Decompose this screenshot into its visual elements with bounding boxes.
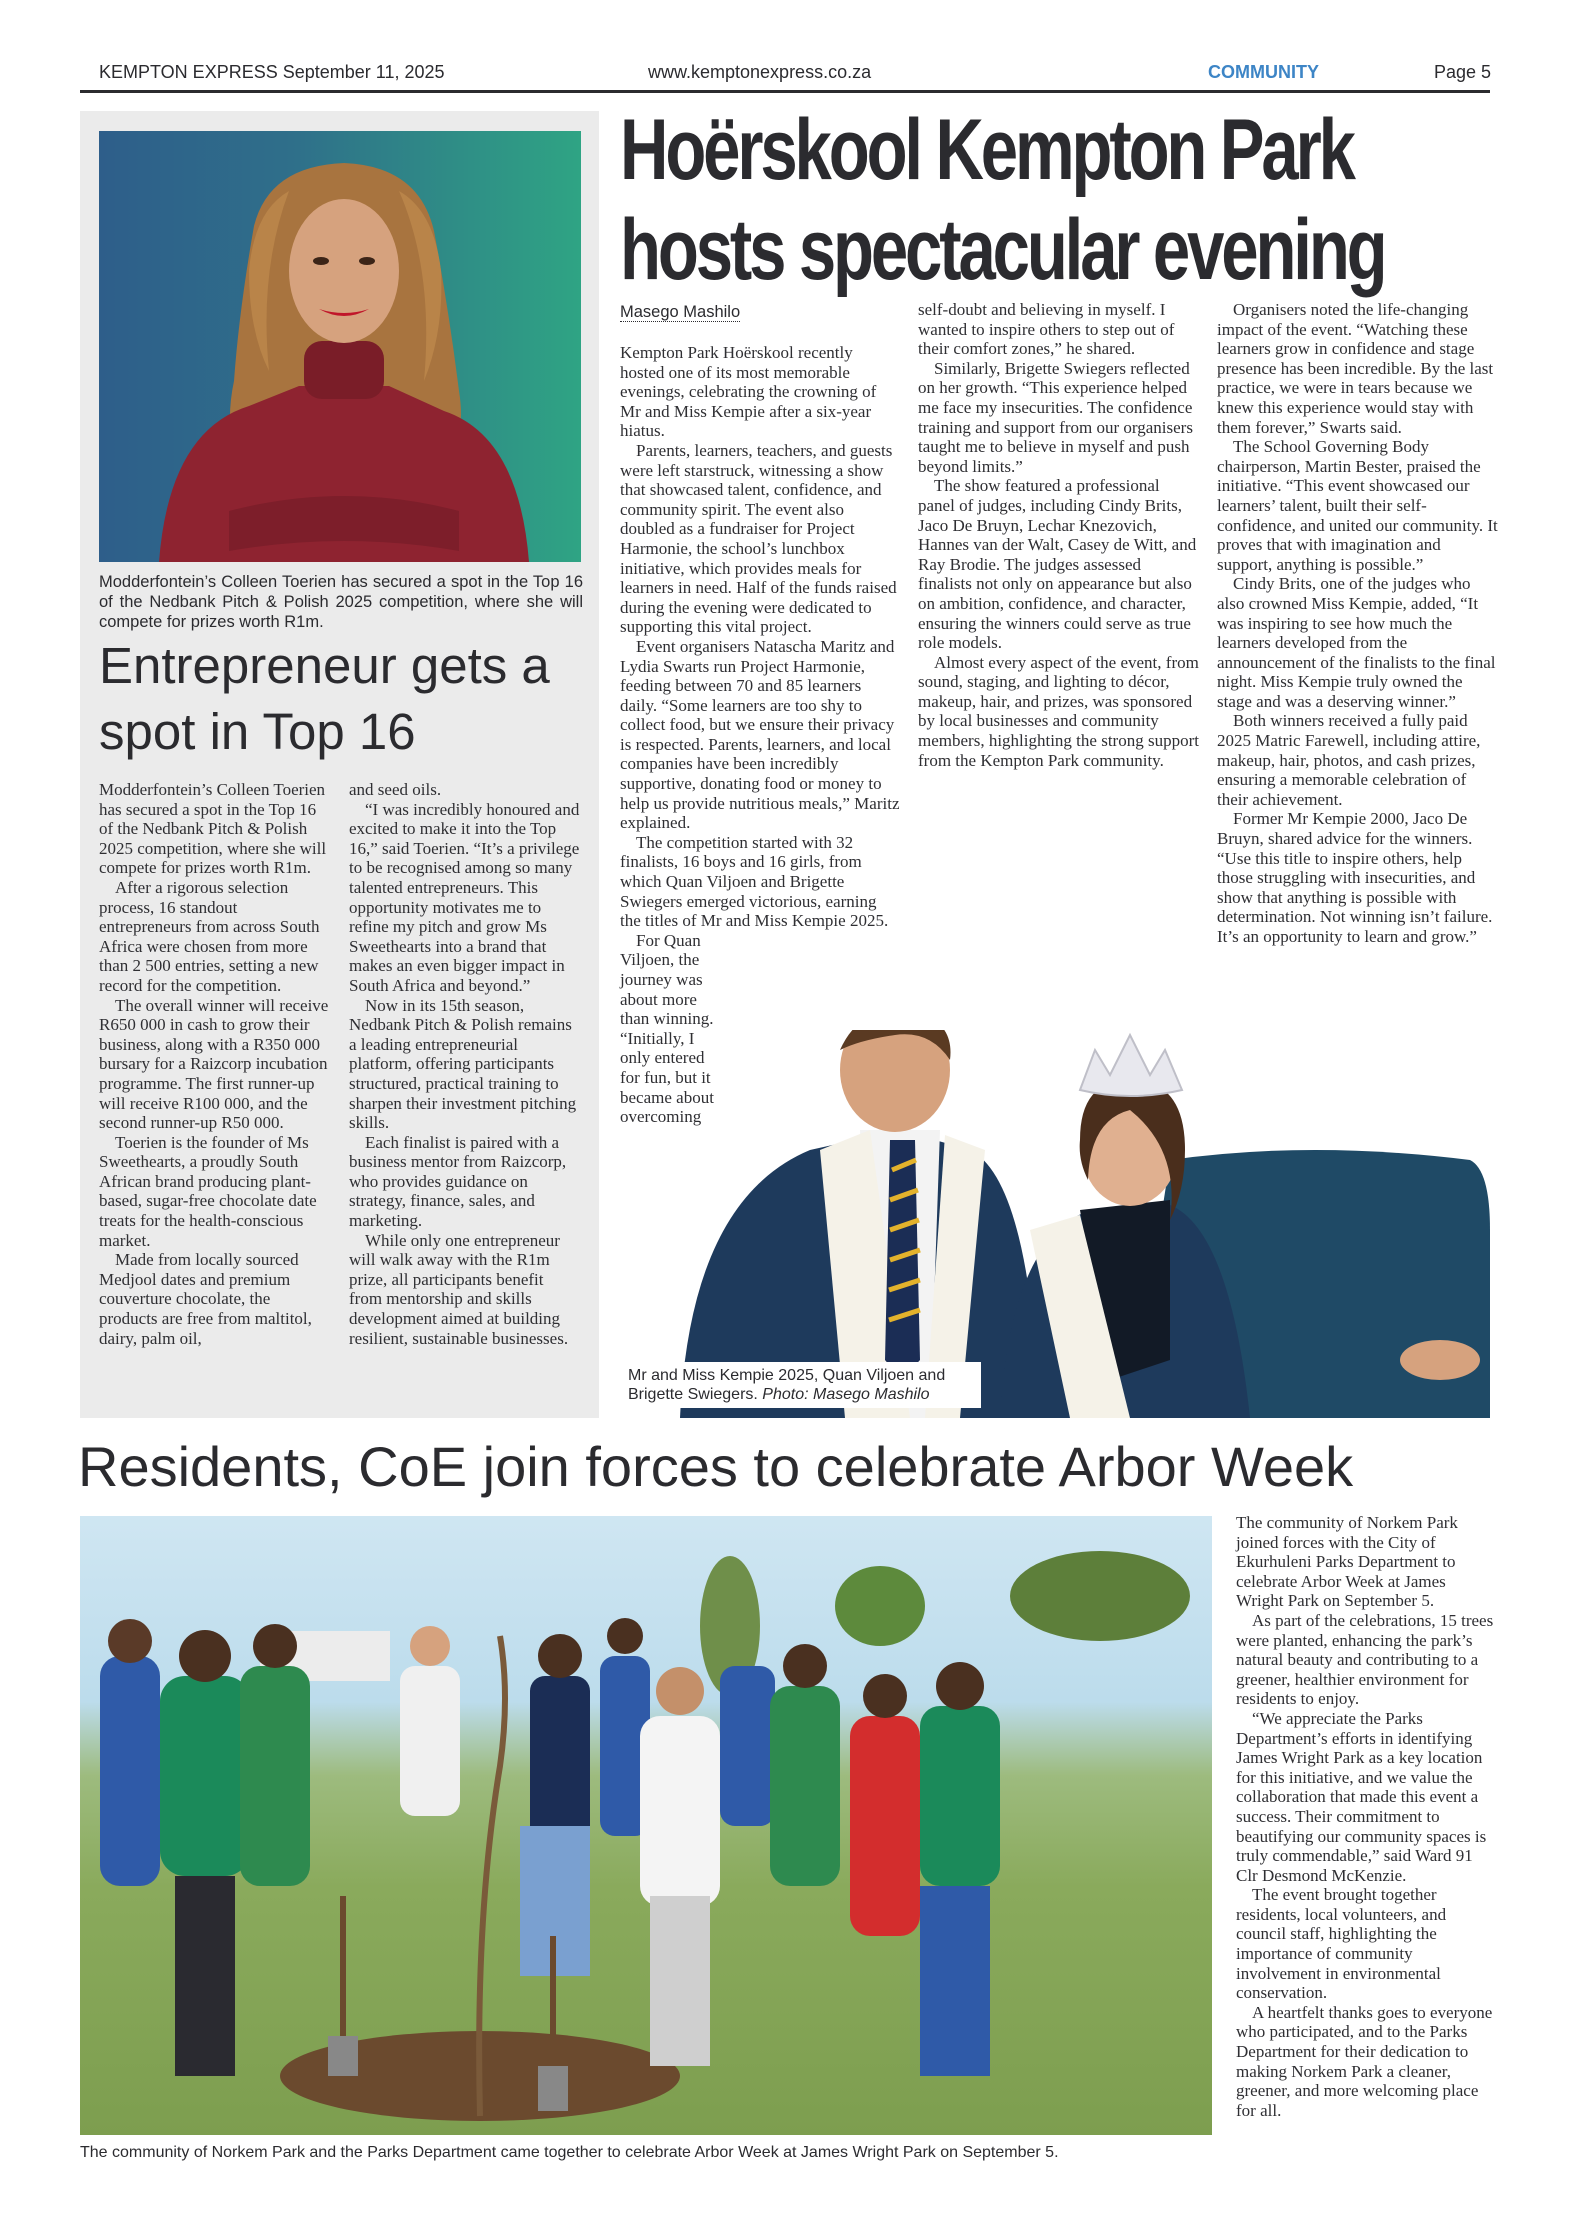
paragraph: Event organisers Natascha Maritz and Lydia Swarts run Project Harmonie, feeding between 70 and 85 learners daily. “Some learners are too shy to collect food, but we ensure their privacy is respected. Parents, learners, and local companies have been incredibly supportive, donating food or money to help us provide nutritious meals,” Maritz explained. <box>620 636 900 833</box>
paragraph: The overall winner will receive R650 000 in cash to grow their business, along with a R350 000 bursary for a Raizcorp incubation programme. The first runner-up will receive R100 000, and the second runner-up R50 000. <box>99 995 329 1133</box>
website-link[interactable]: www.kemptonexpress.co.za <box>648 62 872 82</box>
paragraph: The community of Norkem Park joined forces with the City of Ekurhuleni Parks Department to celebrate Arbor Week at James Wright Park on September 5. <box>1236 1513 1458 1611</box>
paragraph: Now in its 15th season, Nedbank Pitch & Polish remains a leading entrepreneurial platform, offering participants structured, practical training to sharpen their investment pitching skills. <box>349 995 577 1133</box>
paragraph: Modderfontein’s Colleen Toerien has secured a spot in the Top 16 of the Nedbank Pitch & Polish 2025 competition, where she will compete for prizes worth R1m. <box>99 780 327 878</box>
paragraph: Almost every aspect of the event, from sound, staging, and lighting to décor, makeup, hair, and prizes, was sponsored by local businesses and community members, highlighting the strong support from the Kempton Park community. <box>918 652 1199 770</box>
paragraph: The competition started with 32 finalists, 16 boys and 16 girls, from which Quan Viljoen and Brigette Swiegers emerged victorious, earning the titles of Mr and Miss Kempie 2025. <box>620 832 889 931</box>
arbor-photo <box>80 1516 1212 2135</box>
paragraph: The show featured a professional panel of judges, including Cindy Brits, Jaco De Bruyn, Lechar Knezovich, Hannes van der Walt, Casey de Witt, and Ray Brodie. The judges assessed finalists not only on appearance but also on ambition, confidence, and character, ensuring the winners could serve as true role models. <box>918 476 1197 653</box>
main-column-3 <box>1217 300 1500 947</box>
sidebar-column-2 <box>349 780 580 1348</box>
paragraph: Similarly, Brigette Swiegers reflected on her growth. “This experience helped me face my insecurities. The confidence training and support from our organisers taught me to believe in myself and push beyond limits.” <box>918 358 1193 476</box>
paragraph: Toerien is the founder of Ms Sweethearts, a proudly South African brand producing plant-based, sugar-free chocolate date treats for the health-conscious market. <box>99 1132 317 1250</box>
sidebar-column-1 <box>99 780 329 1348</box>
paragraph: For Quan Viljoen, the journey was about more than winning. “Initially, I only entered for fun, but it became about overcoming <box>620 930 714 1127</box>
sidebar-headline: Entrepreneur gets a spot in Top 16 <box>99 637 550 760</box>
paragraph: “I was incredibly honoured and excited to make it into the Top 16,” said Toerien. “It’s a privilege to be recognised among so many talented entrepreneurs. This opportunity motivates me to refine my pitch and grow Ms Sweethearts into a brand that makes an even bigger impact in South Africa and beyond.” <box>349 799 580 995</box>
header-divider <box>80 90 1490 93</box>
publication-date: KEMPTON EXPRESS September 11, 2025 <box>99 62 445 82</box>
paragraph: As part of the celebrations, 15 trees were planted, enhancing the park’s natural beauty and contributing to a greener, healthier environment for residents to enjoy. <box>1236 1610 1494 1709</box>
paragraph: Made from locally sourced Medjool dates and premium couverture chocolate, the products are free from maltitol, dairy, palm oil, <box>99 1250 312 1348</box>
caption-text: Mr and Miss Kempie 2025, Quan Viljoen and Brigette Swiegers. <box>628 1367 946 1403</box>
paragraph: Former Mr Kempie 2000, Jaco De Bruyn, shared advice for the winners. “Use this title to inspire others, help those struggling with insecurities, and show that anything is possible with determination. Not winning isn’t failure. It’s an opportunity to learn and grow.” <box>1217 809 1493 946</box>
paragraph: self-doubt and believing in myself. I wanted to inspire others to step out of their comfort zones,” he shared. <box>918 300 1175 359</box>
paragraph: and seed oils. <box>349 780 442 799</box>
paragraph: Parents, learners, teachers, and guests were left starstruck, witnessing a show that showcased talent, confidence, and community spirit. The event also doubled as a fundraiser for Project Harmonie, the school’s lunchbox initiative, which provides meals for learners in need. Half of the funds raised during the evening were dedicated to supporting this vital project. <box>620 440 897 637</box>
paragraph: The School Governing Body chairperson, Martin Bester, praised the initiative. “This event showcased our learners’ talent, built their self-confidence, and united our community. It proves that with imagination and support, anything is possible.” <box>1217 437 1498 574</box>
portrait-caption: Modderfontein’s Colleen Toerien has secured a spot in the Top 16 of the Nedbank Pitch & Polish 2025 competition, where she will compete for prizes worth R1m. <box>99 573 583 631</box>
portrait-illustration <box>99 131 581 562</box>
headline-line-2: hosts spectacular evening <box>620 202 1385 298</box>
portrait-photo <box>99 131 581 562</box>
arbor-headline: Residents, CoE join forces to celebrate Arbor Week <box>78 1435 1354 1498</box>
byline[interactable]: Masego Mashilo <box>620 303 741 321</box>
page-number: Page 5 <box>1434 62 1492 82</box>
paragraph: After a rigorous selection process, 16 standout entrepreneurs from across South Africa were chosen from more than 2 500 entries, setting a new record for the competition. <box>99 877 320 995</box>
sidebar-article <box>80 111 599 1418</box>
main-column-1 <box>620 343 900 1127</box>
paragraph: A heartfelt thanks goes to everyone who participated, and to the Parks Department for their dedication to making Norkem Park a cleaner, greener, and more welcoming place for all. <box>1236 2002 1493 2120</box>
photo-credit: Photo: Masego Mashilo <box>762 1386 930 1403</box>
headline-line-1: Hoërskool Kempton Park <box>620 102 1353 198</box>
paragraph: Both winners received a fully paid 2025 Matric Farewell, including attire, makeup, hair, photos, and cash prizes, ensuring a memorable celebration of their achievement. <box>1217 711 1481 809</box>
main-column-2 <box>918 300 1199 770</box>
arbor-photo-caption: The community of Norkem Park and the Parks Department came together to celebrate Arbor Week at James Wright Park on September 5. <box>80 2144 1059 2161</box>
main-headline <box>620 100 1385 300</box>
paragraph: Kempton Park Hoërskool recently hosted one of its most memorable evenings, celebrating the crowning of Mr and Miss Kempie after a six-year hiatus. <box>620 343 877 441</box>
paragraph: The event brought together residents, local volunteers, and council staff, highlighting the importance of community involvement in environmental conservation. <box>1236 1885 1447 2003</box>
arbor-illustration <box>80 1516 1212 2135</box>
section-label: COMMUNITY <box>1208 62 1319 82</box>
paragraph: Organisers noted the life-changing impact of the event. “Watching these learners grow in confidence and stage presence has been incredible. By the last practice, we were in tears because we knew this experience would stay with them forever,” Swarts said. <box>1217 300 1494 437</box>
paragraph: “We appreciate the Parks Department’s efforts in identifying James Wright Park as a key location for this initiative, and we value the collaboration that made this event a success. Their commitment to beautifying our community spaces is truly commendable,” said Ward 91 Clr Desmond McKenzie. <box>1236 1708 1487 1885</box>
arbor-column <box>1236 1513 1496 2120</box>
paragraph: Cindy Brits, one of the judges who also crowned Miss Kempie, added, “It was inspiring to see how much the learners developed from the announcement of the finalists to the final night. Miss Kempie truly owned the stage and was a deserving winner.” <box>1217 574 1496 711</box>
kempie-photo-caption <box>620 1362 981 1408</box>
paragraph: Each finalist is paired with a business mentor from Raizcorp, who provides guidance on strategy, finance, sales, and marketing. <box>349 1132 567 1231</box>
paragraph: While only one entrepreneur will walk away with the R1m prize, all participants benefit from mentorship and skills development aimed at building resilient, sustainable businesses. <box>349 1230 569 1348</box>
